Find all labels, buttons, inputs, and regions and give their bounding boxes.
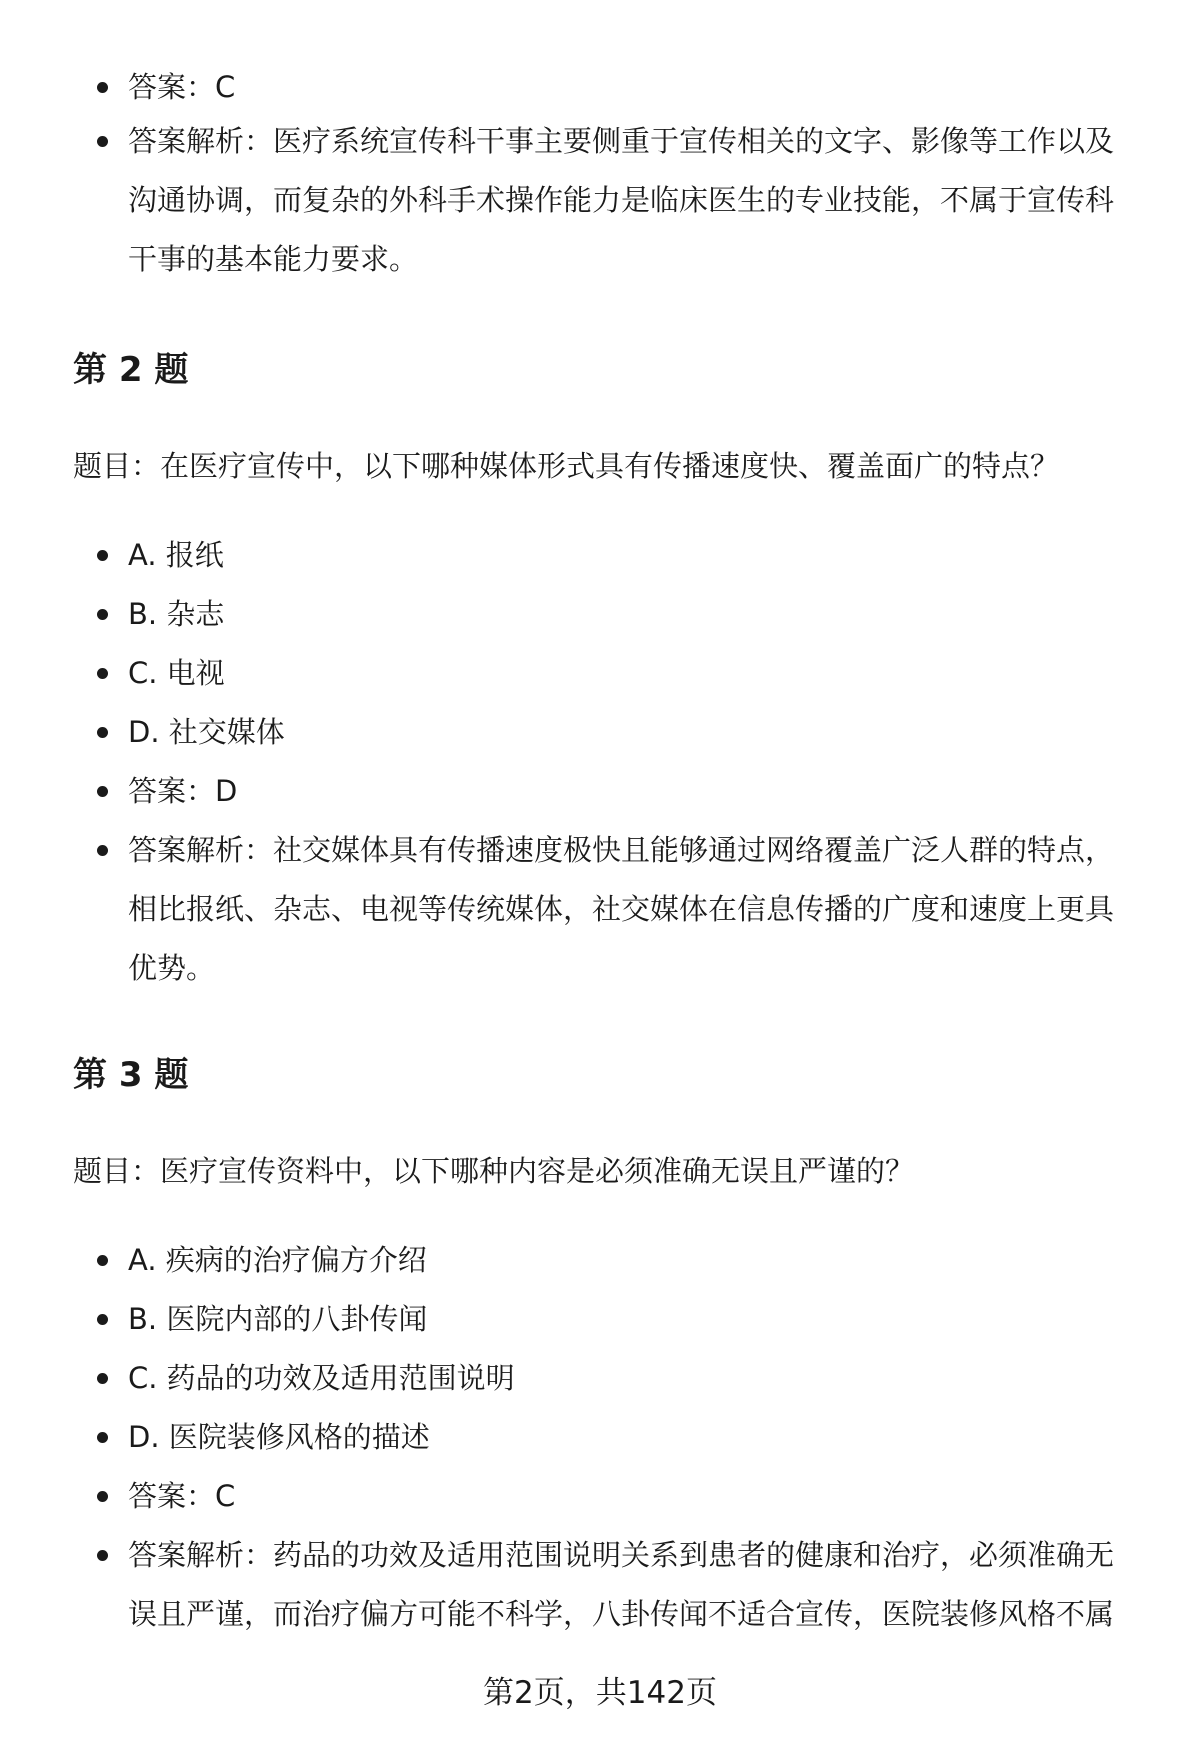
q2-option-b: B. 杂志 [128, 597, 225, 631]
bullet-icon [97, 845, 108, 856]
q3-title: 第 3 题 [73, 1055, 189, 1095]
bullet-icon [97, 550, 108, 561]
q3-explanation: 答案解析：药品的功效及适用范围说明关系到患者的健康和治疗，必须准确无误且严谨，而治疗偏方可能不科学，八卦传闻不适合宣传，医院装修风格不属 [128, 1538, 1115, 1631]
list-item [0, 1349, 1200, 1408]
q2-option-a: A. 报纸 [128, 538, 224, 572]
q1-explanation: 答案解析：医疗系统宣传科干事主要侧重于宣传相关的文字、影像等工作以及沟通协调，而复杂的外科手术操作能力是临床医生的专业技能，不属于宣传科干事的基本能力要求。 [128, 124, 1115, 276]
q1-answer: 答案：C [128, 70, 236, 104]
q3-option-a: A. 疾病的治疗偏方介绍 [128, 1243, 427, 1277]
q2-explanation: 答案解析：社交媒体具有传播速度极快且能够通过网络覆盖广泛人群的特点，相比报纸、杂志、电视等传统媒体，社交媒体在信息传播的广度和速度上更具优势。 [128, 833, 1115, 985]
bullet-icon [97, 1432, 108, 1443]
q2-question: 题目：在医疗宣传中，以下哪种媒体形式具有传播速度快、覆盖面广的特点？ [73, 449, 1060, 483]
list-item [0, 762, 1200, 821]
bullet-icon [97, 82, 108, 93]
list-item [0, 585, 1200, 644]
q3-option-d: D. 医院装修风格的描述 [128, 1420, 430, 1454]
bullet-icon [97, 727, 108, 738]
q2-title: 第 2 题 [73, 350, 189, 390]
q2-answer: 答案：D [128, 774, 238, 808]
q3-list [0, 1231, 1200, 1644]
bullet-icon [97, 1550, 108, 1561]
bullet-icon [97, 1255, 108, 1266]
bullet-icon [97, 1373, 108, 1384]
page-number: 第2页，共142页 [483, 1675, 717, 1711]
list-item [0, 1526, 1200, 1644]
q3-answer: 答案：C [128, 1479, 236, 1513]
q3-question: 题目：医疗宣传资料中，以下哪种内容是必须准确无误且严谨的？ [73, 1154, 915, 1188]
bullet-icon [97, 786, 108, 797]
q1-tail-list [0, 58, 1200, 289]
list-item [0, 58, 1200, 117]
bullet-icon [97, 609, 108, 620]
list-item [0, 1231, 1200, 1290]
list-item [0, 1408, 1200, 1467]
list-item [0, 703, 1200, 762]
list-item [0, 526, 1200, 585]
q2-list [0, 526, 1200, 998]
bullet-icon [97, 136, 108, 147]
list-item [0, 1467, 1200, 1526]
bullet-icon [97, 668, 108, 679]
list-item [0, 644, 1200, 703]
bullet-icon [97, 1314, 108, 1325]
q3-option-b: B. 医院内部的八卦传闻 [128, 1302, 428, 1336]
q2-option-d: D. 社交媒体 [128, 715, 285, 749]
list-item [0, 821, 1200, 998]
list-item [0, 112, 1200, 289]
bullet-icon [97, 1491, 108, 1502]
list-item [0, 1290, 1200, 1349]
q3-option-c: C. 药品的功效及适用范围说明 [128, 1361, 515, 1395]
q2-option-c: C. 电视 [128, 656, 225, 690]
